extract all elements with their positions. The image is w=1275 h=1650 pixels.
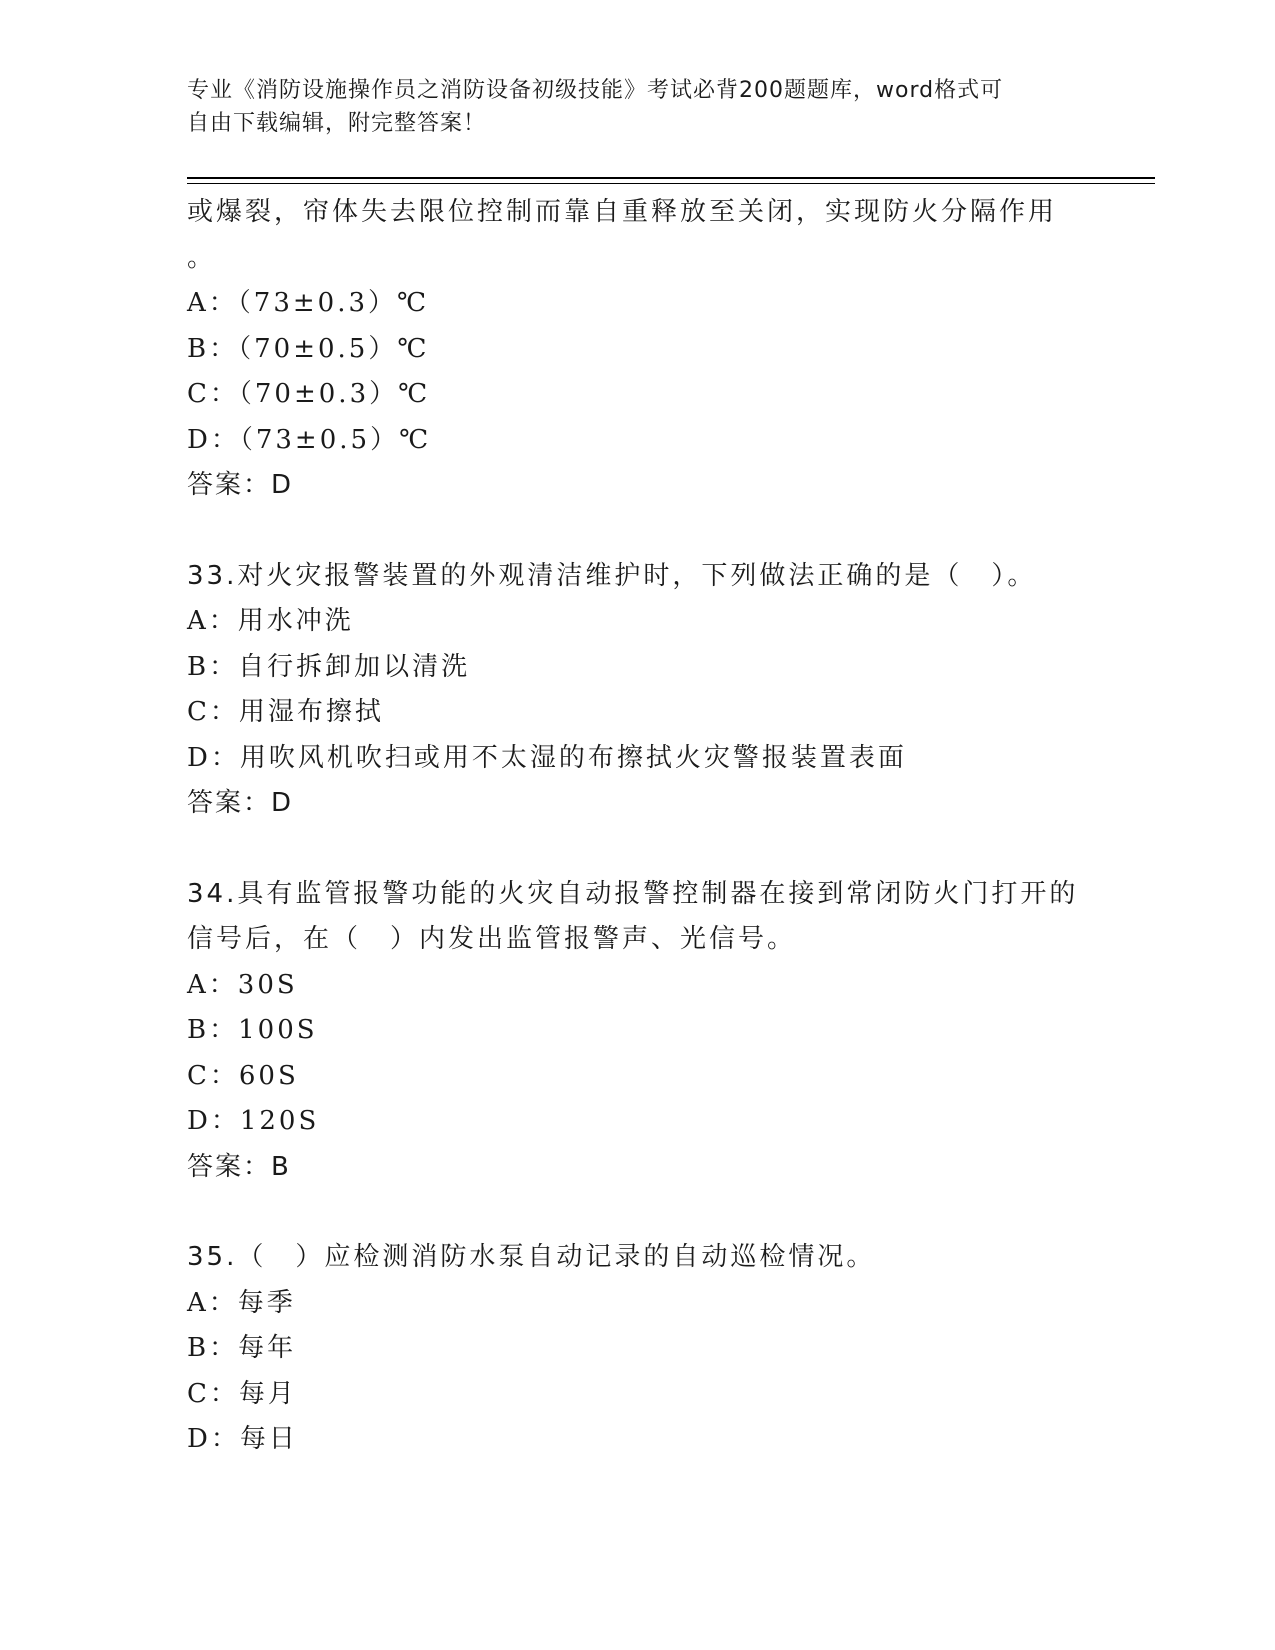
option-c: C：60S — [187, 1060, 299, 1091]
question-32 — [187, 190, 1087, 509]
question-35 — [187, 1235, 1087, 1463]
option-a: A：每季 — [187, 1287, 296, 1318]
question-list — [187, 190, 1087, 1463]
option-d: D：每日 — [187, 1424, 298, 1454]
header-line-2: 自由下载编辑，附完整答案！ — [187, 111, 487, 136]
document-header — [187, 74, 1067, 140]
spacer — [187, 509, 1087, 554]
question-stem-line: 34.具有监管报警功能的火灾自动报警控制器在接到常闭防火门打开的 — [187, 878, 1079, 909]
option-b: B：100S — [187, 1015, 318, 1045]
option-c: C：用湿布擦拭 — [187, 697, 384, 727]
answer: 答案：D — [187, 470, 294, 500]
option-b: B：每年 — [187, 1333, 297, 1363]
question-stem: 33.对火灾报警装置的外观清洁维护时，下列做法正确的是（ ）。 — [187, 560, 1037, 591]
option-c: C：每月 — [187, 1378, 297, 1409]
option-a: A：30S — [187, 969, 298, 1000]
question-34 — [187, 872, 1087, 1191]
header-line-1: 专业《消防设施操作员之消防设备初级技能》考试必背200题题库，word格式可 — [187, 78, 1004, 103]
question-stem-line: 。 — [187, 242, 217, 273]
spacer — [187, 1190, 1087, 1235]
option-d: D：120S — [187, 1106, 320, 1136]
header-rule-thin — [187, 183, 1155, 184]
question-stem: 35.（ ）应检测消防水泵自动记录的自动巡检情况。 — [187, 1242, 876, 1272]
option-a: A：（73±0.3）℃ — [187, 288, 430, 318]
option-a: A：用水冲洗 — [187, 606, 354, 636]
question-33 — [187, 554, 1087, 827]
option-b: B：自行拆卸加以清洗 — [187, 651, 471, 682]
option-d: D：（73±0.5）℃ — [187, 424, 432, 455]
answer: 答案：B — [187, 1151, 291, 1182]
option-b: B：（70±0.5）℃ — [187, 333, 430, 364]
option-c: C：（70±0.3）℃ — [187, 379, 431, 409]
answer: 答案：D — [187, 788, 294, 818]
spacer — [187, 827, 1087, 872]
question-stem-line: 或爆裂，帘体失去限位控制而靠自重释放至关闭，实现防火分隔作用 — [187, 197, 1058, 227]
header-rule-thick — [187, 177, 1155, 179]
option-d: D：用吹风机吹扫或用不太湿的布擦拭火灾警报装置表面 — [187, 742, 907, 773]
question-stem-line: 信号后，在（ ）内发出监管报警声、光信号。 — [187, 924, 797, 954]
